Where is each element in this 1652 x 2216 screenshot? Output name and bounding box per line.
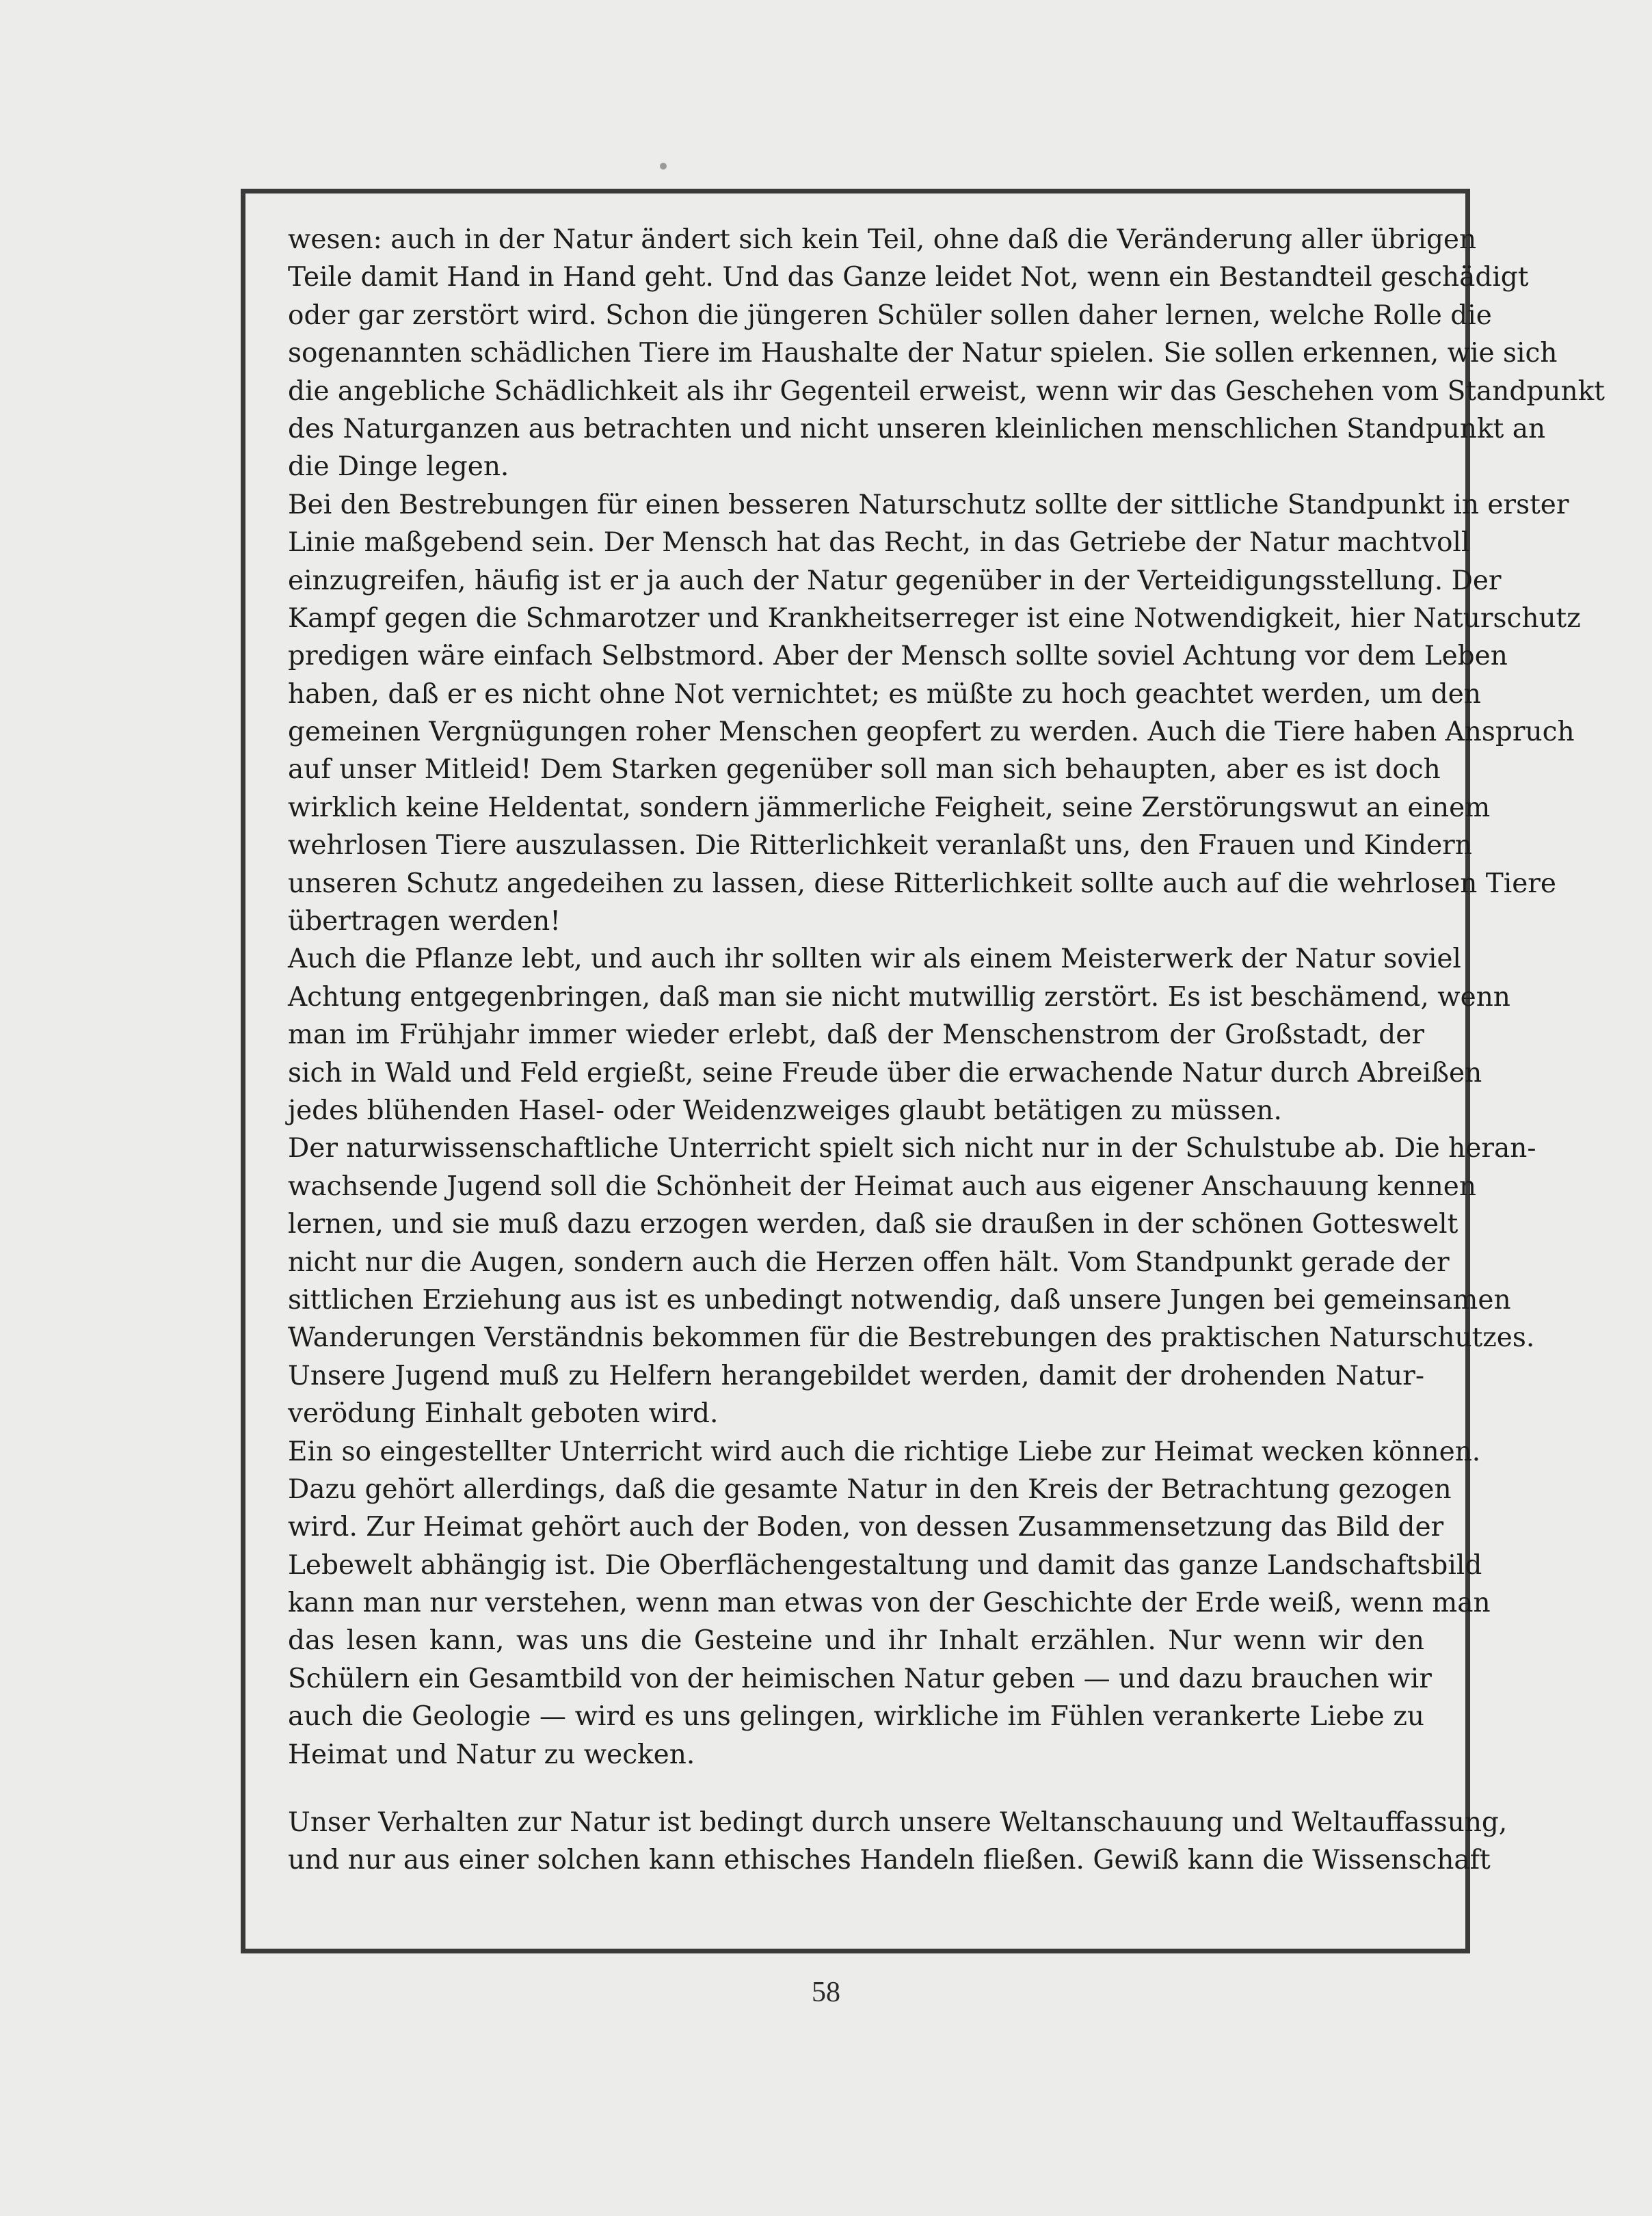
paragraph: [288, 486, 1581, 941]
text-line: Auch die Pflanze lebt, und auch ihr sollten wir als einem Meisterwerk der Natur soviel: [288, 944, 1461, 975]
text-line: Heimat und Natur zu wecken.: [288, 1739, 695, 1770]
text-line: übertragen werden!: [288, 906, 561, 937]
text-line: kann man nur verstehen, wenn man etwas von der Geschichte der Erde weiß, wenn man: [288, 1588, 1491, 1619]
text-line: wird. Zur Heimat gehört auch der Boden, von dessen Zusammensetzung das Bild der: [288, 1512, 1444, 1543]
text-line: die Dinge legen.: [288, 451, 509, 483]
text-line: auf unser Mitleid! Dem Starken gegenüber soll man sich behaupten, aber es ist doch: [288, 754, 1441, 786]
text-line: Wanderungen Verständnis bekommen für die Bestrebungen des praktischen Naturschutzes.: [288, 1322, 1535, 1354]
text-line: jedes blühenden Hasel- oder Weidenzweiges glaubt betätigen zu müssen.: [288, 1095, 1282, 1126]
text-line: Kampf gegen die Schmarotzer und Krankheitserreger ist eine Notwendigkeit, hier Naturschutz: [288, 602, 1581, 634]
text-line: auch die Geologie — wird es uns gelingen, wirkliche im Fühlen verankerte Liebe zu: [288, 1701, 1424, 1733]
text-line: das lesen kann, was uns die Gesteine und ihr Inhalt erzählen. Nur wenn wir den: [288, 1625, 1424, 1657]
text-line: Ein so eingestellter Unterricht wird auch die richtige Liebe zur Heimat wecken können.: [288, 1436, 1481, 1467]
text-line: Teile damit Hand in Hand geht. Und das Ganze leidet Not, wenn ein Bestandteil geschädigt: [288, 262, 1529, 293]
text-line: Schülern ein Gesamtbild von der heimischen Natur geben — und dazu brauchen wir: [288, 1663, 1432, 1694]
text-line: wirklich keine Heldentat, sondern jämmerliche Feigheit, seine Zerstörungswut an einem: [288, 792, 1491, 823]
text-line: wehrlosen Tiere auszulassen. Die Ritterlichkeit veranlaßt uns, den Frauen und Kindern: [288, 830, 1472, 862]
text-line: haben, daß er es nicht ohne Not vernichtet; es müßte zu hoch geachtet werden, um den: [288, 678, 1481, 710]
text-line: die angebliche Schädlichkeit als ihr Gegenteil erweist, wenn wir das Geschehen vom Standpunkt: [288, 375, 1605, 407]
text-line: lernen, und sie muß dazu erzogen werden, daß sie draußen in der schönen Gotteswelt: [288, 1209, 1458, 1240]
text-line: Dazu gehört allerdings, daß die gesamte Natur in den Kreis der Betrachtung gezogen: [288, 1473, 1452, 1505]
print-mark: [660, 163, 667, 170]
text-line: Der naturwissenschaftliche Unterricht spielt sich nicht nur in der Schulstube ab. Die heran-: [288, 1133, 1536, 1164]
text-line: wesen: auch in der Natur ändert sich kein Teil, ohne daß die Veränderung aller übrigen: [288, 224, 1477, 255]
text-line: gemeinen Vergnügungen roher Menschen geopfert zu werden. Auch die Tiere haben Anspruch: [288, 717, 1575, 748]
text-line: Linie maßgebend sein. Der Mensch hat das Recht, in das Getriebe der Natur machtvoll: [288, 527, 1470, 559]
paragraph: [288, 940, 1510, 1130]
text-line: predigen wäre einfach Selbstmord. Aber der Mensch sollte soviel Achtung vor dem Leben: [288, 641, 1508, 672]
paragraph: [288, 1433, 1491, 1774]
text-line: man im Frühjahr immer wieder erlebt, daß der Menschenstrom der Großstadt, der: [288, 1019, 1424, 1051]
text-line: sich in Wald und Feld ergießt, seine Freude über die erwachende Natur durch Abreißen: [288, 1057, 1482, 1089]
text-line: wachsende Jugend soll die Schönheit der Heimat auch aus eigener Anschauung kennen: [288, 1171, 1476, 1202]
text-line: sittlichen Erziehung aus ist es unbedingt notwendig, daß unsere Jungen bei gemeinsamen: [288, 1284, 1511, 1316]
text-line: und nur aus einer solchen kann ethisches Handeln fließen. Gewiß kann die Wissenschaft: [288, 1845, 1491, 1876]
text-line: sogenannten schädlichen Tiere im Haushalte der Natur spielen. Sie sollen erkennen, wie sich: [288, 338, 1558, 369]
text-line: oder gar zerstört wird. Schon die jüngeren Schüler sollen daher lernen, welche Rolle die: [288, 299, 1492, 331]
text-line: Bei den Bestrebungen für einen besseren Naturschutz sollte der sittliche Standpunkt in erster: [288, 489, 1569, 520]
paragraph: [288, 1804, 1508, 1880]
text-line: des Naturganzen aus betrachten und nicht unseren kleinlichen menschlichen Standpunkt an: [288, 413, 1546, 444]
text-line: Lebewelt abhängig ist. Die Oberflächengestaltung und damit das ganze Landschaftsbild: [288, 1549, 1482, 1581]
text-line: verödung Einhalt geboten wird.: [288, 1398, 719, 1430]
page-number: 58: [812, 1977, 840, 2008]
text-line: Unsere Jugend muß zu Helfern herangebildet werden, damit der drohenden Natur-: [288, 1360, 1424, 1391]
paragraph: [288, 221, 1605, 486]
paragraph-gap: [288, 1774, 1424, 1804]
text-line: Unser Verhalten zur Natur ist bedingt durch unsere Weltanschauung und Weltauffassung,: [288, 1807, 1508, 1839]
text-frame: [241, 189, 1605, 1953]
text-line: einzugreifen, häufig ist er ja auch der Natur gegenüber in der Verteidigungsstellung. Der: [288, 565, 1502, 596]
text-line: unseren Schutz angedeihen zu lassen, diese Ritterlichkeit sollte auch auf die wehrlosen Tiere: [288, 868, 1557, 899]
text-line: nicht nur die Augen, sondern auch die Herzen offen hält. Vom Standpunkt gerade der: [288, 1246, 1450, 1278]
body-text: [288, 221, 1605, 1880]
text-line: Achtung entgegenbringen, daß man sie nicht mutwillig zerstört. Es ist beschämend, wenn: [288, 981, 1510, 1013]
paragraph: [288, 1130, 1536, 1432]
